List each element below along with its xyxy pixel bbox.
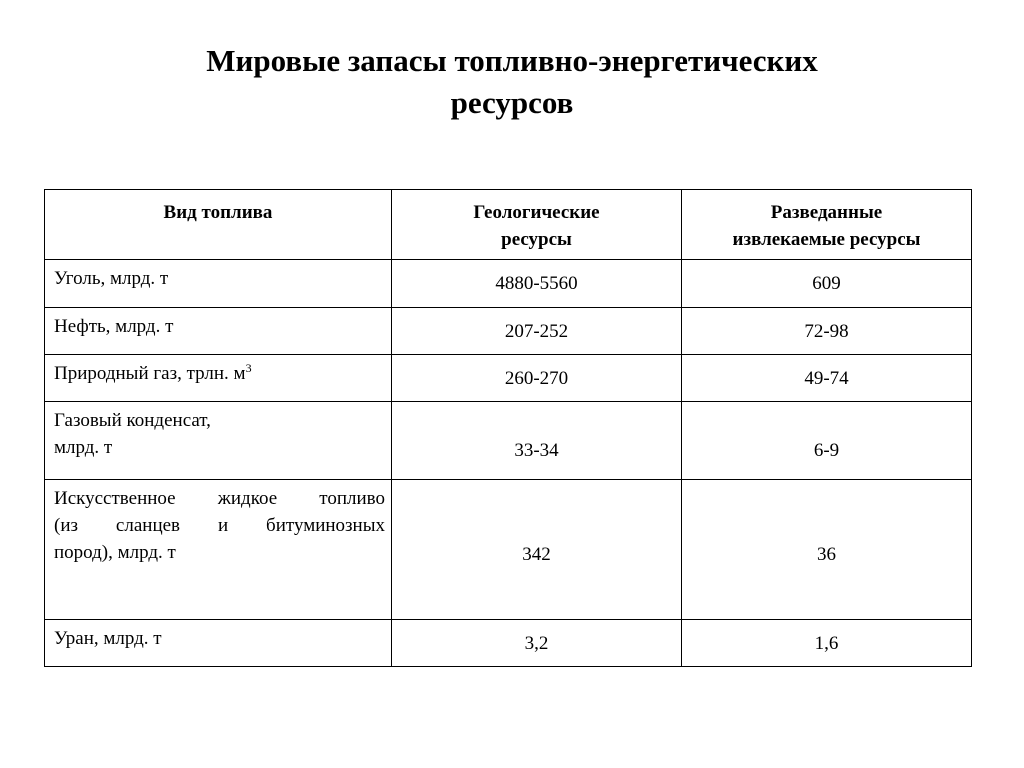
title-line-1: Мировые запасы топливно-энергетических [206,43,818,78]
header-fuel-type: Вид топлива [45,190,392,260]
explored-value-cell: 1,6 [682,620,972,667]
fuel-name-cell: Природный газ, трлн. $м^3$ [45,355,392,402]
geological-value-cell: 207-252 [392,308,682,355]
fuel-resources-table [44,189,972,667]
fuel-name-cell: Уголь, млрд. т [45,260,392,308]
explored-value-cell: 72-98 [682,308,972,355]
table-row [45,620,972,667]
geological-value-cell: 33-34 [392,402,682,480]
explored-value-cell: 609 [682,260,972,308]
title-line-2: ресурсов [450,85,574,120]
geological-value-cell: 260-270 [392,355,682,402]
slide-title [60,40,964,124]
geological-value-cell: 4880-5560 [392,260,682,308]
table-row [45,308,972,355]
table-row [45,402,972,480]
geological-value-cell: 342 [392,480,682,620]
table-row [45,355,972,402]
header-explored-resources: Разведанные извлекаемые ресурсы [682,190,972,260]
geological-value-cell: 3,2 [392,620,682,667]
fuel-name-cell: Нефть, млрд. т [45,308,392,355]
fuel-name-cell: Искусственное жидкое топливо (из сланцев и битуминозных пород), млрд. т [45,480,392,620]
header-geological-resources: Геологические ресурсы [392,190,682,260]
table-row [45,480,972,620]
explored-value-cell: 36 [682,480,972,620]
fuel-name-cell: Уран, млрд. т [45,620,392,667]
explored-value-cell: 6-9 [682,402,972,480]
fuel-name-cell: Газовый конденсат, млрд. т [45,402,392,480]
superscript-cubic: 3 [245,361,252,375]
table-header-row [45,190,972,260]
table-row [45,260,972,308]
explored-value-cell: 49-74 [682,355,972,402]
